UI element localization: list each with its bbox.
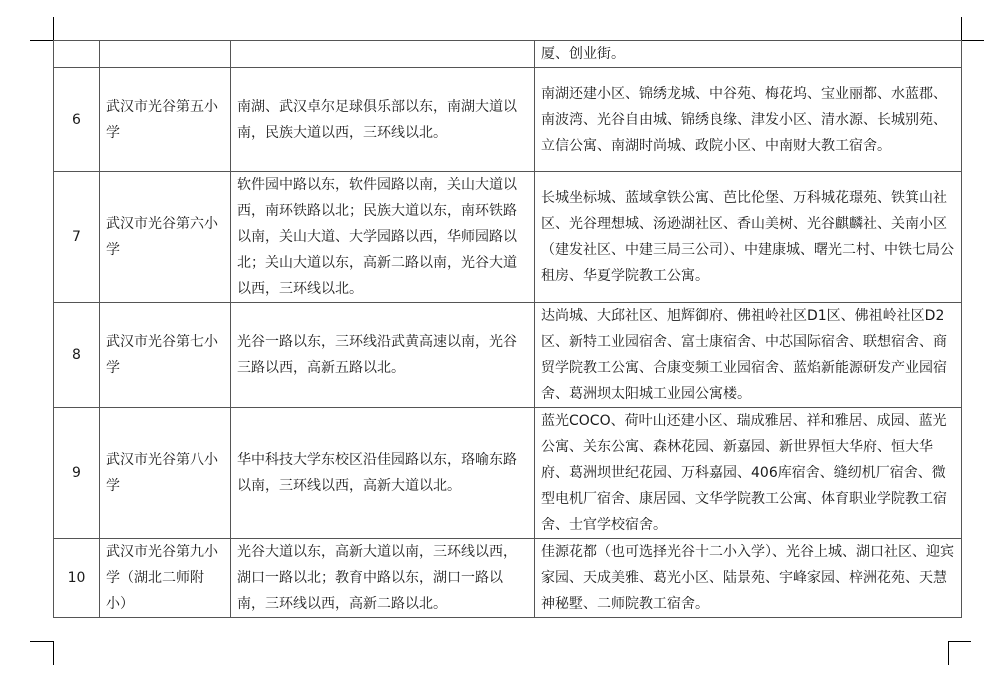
school-name: 武汉市光谷第九小学（湖北二师附小） <box>100 539 231 618</box>
row-number: 9 <box>54 408 100 539</box>
school-name <box>100 41 231 68</box>
crop-mark-top-left-h <box>30 40 53 41</box>
school-name: 武汉市光谷第八小学 <box>100 408 231 539</box>
row-number: 6 <box>54 68 100 172</box>
communities: 厦、创业街。 <box>535 41 962 68</box>
district-scope <box>231 41 535 68</box>
row-number: 7 <box>54 172 100 303</box>
table-row <box>54 68 962 172</box>
crop-mark-top-right-h <box>961 40 984 41</box>
table-row <box>54 303 962 408</box>
district-scope: 南湖、武汉卓尔足球俱乐部以东，南湖大道以南，民族大道以西，三环线以北。 <box>231 68 535 172</box>
crop-mark-top-left-v <box>53 17 54 40</box>
crop-mark-bottom-right-v <box>948 641 949 665</box>
crop-mark-bottom-left-v <box>53 641 54 665</box>
district-scope: 光谷一路以东，三环线沿武黄高速以南，光谷三路以西，高新五路以北。 <box>231 303 535 408</box>
district-scope: 光谷大道以东，高新大道以南，三环线以西，湖口一路以北；教育中路以东，湖口一路以南，三环线以西，高新二路以北。 <box>231 539 535 618</box>
crop-mark-bottom-left-h <box>30 641 53 642</box>
school-district-table <box>53 40 962 618</box>
row-number: 10 <box>54 539 100 618</box>
school-name: 武汉市光谷第五小学 <box>100 68 231 172</box>
table-row <box>54 172 962 303</box>
communities: 蓝光COCO、荷叶山还建小区、瑞成雅居、祥和雅居、成园、蓝光公寓、关东公寓、森林花园、新嘉园、新世界恒大华府、恒大华府、葛洲坝世纪花园、万科嘉园、406库宿舍、缝纫机厂宿舍、微型电机厂宿舍、康居园、文华学院教工公寓、体育职业学院教工宿舍、士官学校宿舍。 <box>535 408 962 539</box>
district-scope: 华中科技大学东校区沿佳园路以东，珞喻东路以南，三环线以西，高新大道以北。 <box>231 408 535 539</box>
communities: 佳源花都（也可选择光谷十二小入学）、光谷上城、湖口社区、迎宾家园、天成美雅、葛光小区、陆景苑、宇峰家园、梓洲花苑、天慧神秘墅、二师院教工宿舍。 <box>535 539 962 618</box>
table-row <box>54 408 962 539</box>
crop-mark-bottom-right-h <box>948 641 971 642</box>
school-name: 武汉市光谷第七小学 <box>100 303 231 408</box>
table-row <box>54 41 962 68</box>
school-name: 武汉市光谷第六小学 <box>100 172 231 303</box>
crop-mark-top-right-v <box>961 17 962 40</box>
row-number: 8 <box>54 303 100 408</box>
communities: 南湖还建小区、锦绣龙城、中谷苑、梅花坞、宝业丽都、水蓝郡、南波湾、光谷自由城、锦绣良缘、津发小区、清水源、长城别苑、立信公寓、南湖时尚城、政院小区、中南财大教工宿舍。 <box>535 68 962 172</box>
row-number <box>54 41 100 68</box>
communities: 达尚城、大邱社区、旭辉御府、佛祖岭社区D1区、佛祖岭社区D2区、新特工业园宿舍、富士康宿舍、中芯国际宿舍、联想宿舍、商贸学院教工公寓、合康变频工业园宿舍、蓝焰新能源研发产业园宿舍、葛洲坝太阳城工业园公寓楼。 <box>535 303 962 408</box>
communities: 长城坐标城、蓝域拿铁公寓、芭比伦堡、万科城花璟苑、铁箕山社区、光谷理想城、汤逊湖社区、香山美树、光谷麒麟社、关南小区（建发社区、中建三局三公司）、中建康城、曙光二村、中铁七局公租房、华夏学院教工公寓。 <box>535 172 962 303</box>
table-row <box>54 539 962 618</box>
district-scope: 软件园中路以东，软件园路以南，关山大道以西，南环铁路以北；民族大道以东，南环铁路以南，关山大道、大学园路以西，华师园路以北；关山大道以东，高新二路以南，光谷大道以西，三环线以北。 <box>231 172 535 303</box>
